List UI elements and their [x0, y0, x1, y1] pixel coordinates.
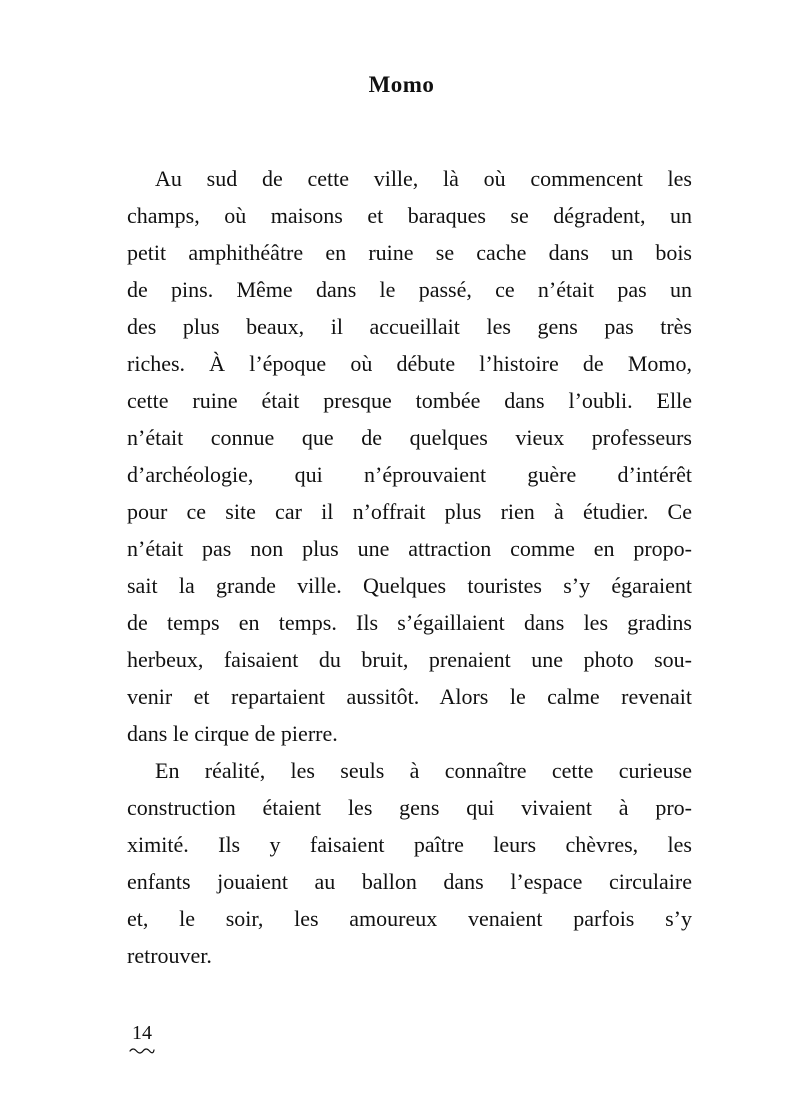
text-line: herbeux, faisaient du bruit, prenaient une photo sou- [127, 647, 692, 672]
text-line: construction étaient les gens qui vivaient à pro- [127, 795, 692, 820]
text-line: n’était connue que de quelques vieux professeurs [127, 425, 692, 450]
text-line: ximité. Ils y faisaient paître leurs chèvres, les [127, 832, 692, 857]
text-line: champs, où maisons et baraques se dégradent, un [127, 203, 692, 228]
text-line: de pins. Même dans le passé, ce n’était pas un [127, 277, 692, 302]
paragraph [127, 160, 692, 752]
text-line: petit amphithéâtre en ruine se cache dans un bois [127, 240, 692, 265]
text-line: sait la grande ville. Quelques touristes s’y égaraient [127, 573, 692, 598]
page-number-value: 14 [132, 1022, 152, 1044]
text-line: Au sud de cette ville, là où commencent les [155, 166, 692, 191]
text-line: n’était pas non plus une attraction comme en propo- [127, 536, 692, 561]
page-number-flourish-icon [129, 1046, 155, 1054]
page-number [129, 1022, 155, 1054]
page-title: Momo [368, 72, 435, 97]
text-line: et, le soir, les amoureux venaient parfois s’y [127, 906, 692, 931]
text-line: cette ruine était presque tombée dans l’oubli. Elle [127, 388, 692, 413]
paragraph [127, 752, 692, 974]
body-text [127, 160, 692, 974]
text-line: dans le cirque de pierre. [127, 721, 338, 746]
text-line: retrouver. [127, 943, 212, 968]
text-line: des plus beaux, il accueillait les gens pas très [127, 314, 692, 339]
text-line: pour ce site car il n’offrait plus rien à étudier. Ce [127, 499, 692, 524]
text-line: de temps en temps. Ils s’égaillaient dans les gradins [127, 610, 692, 635]
text-line: En réalité, les seuls à connaître cette curieuse [155, 758, 692, 783]
text-line: enfants jouaient au ballon dans l’espace circulaire [127, 869, 692, 894]
text-line: venir et repartaient aussitôt. Alors le calme revenait [127, 684, 692, 709]
text-line: riches. À l’époque où débute l’histoire de Momo, [127, 351, 692, 376]
text-line: d’archéologie, qui n’éprouvaient guère d’intérêt [127, 462, 692, 487]
